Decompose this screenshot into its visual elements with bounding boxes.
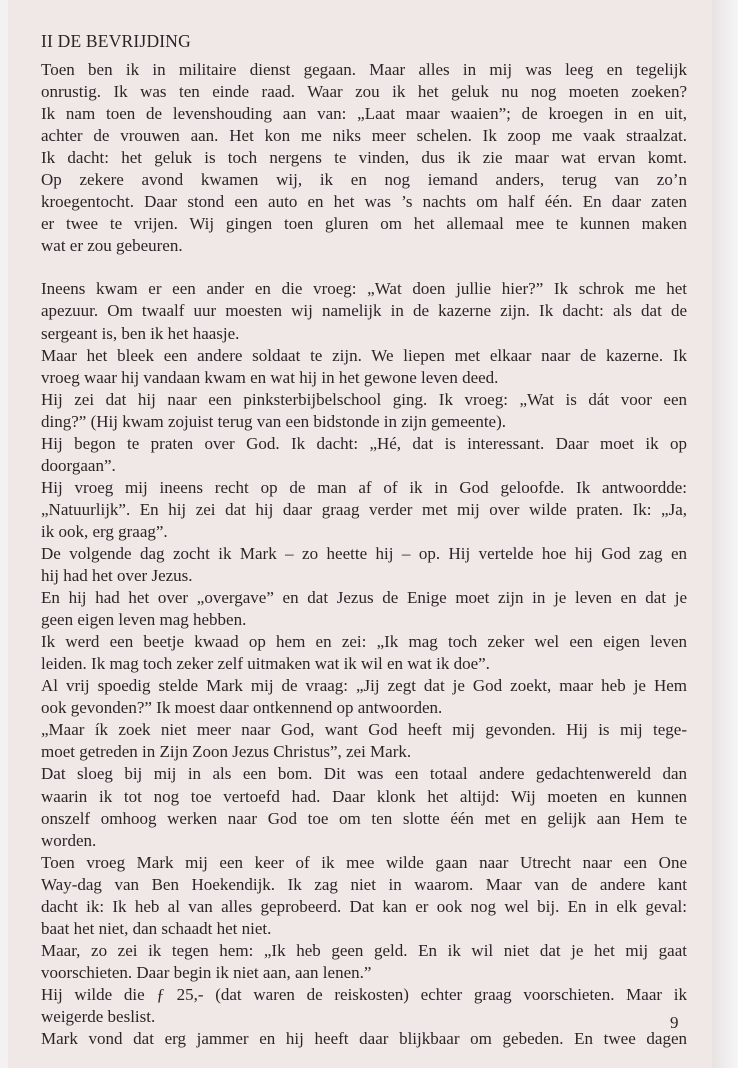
text-line: hij had het over Jezus. xyxy=(41,566,193,586)
text-line: geen eigen leven mag hebben. xyxy=(41,610,247,630)
paragraph xyxy=(41,278,687,1050)
text-line: apezuur. Om twaalf uur moesten wij namelijk in de kazerne zijn. Ik dacht: als dat de xyxy=(41,301,687,321)
text-line: onrustig. Ik was ten einde raad. Waar zou ik het geluk nu nog moeten zoeken? xyxy=(41,82,687,102)
text-line: Mark vond dat erg jammer en hij heeft daar blijkbaar om gebeden. En twee dagen xyxy=(41,1029,687,1049)
book-page xyxy=(8,0,712,1068)
text-line: Ik nam toen de levenshouding aan van: „Laat maar waaien”; de kroegen in en uit, xyxy=(41,104,687,124)
text-line: Op zekere avond kwamen wij, ik en nog iemand anders, terug van zo’n xyxy=(41,170,687,190)
text-line: sergeant is, ben ik het haasje. xyxy=(41,323,240,343)
text-line: baat het niet, dan schaadt het niet. xyxy=(41,918,272,938)
text-line: weigerde beslist. xyxy=(41,1006,156,1026)
page-edge xyxy=(712,0,738,1068)
text-line: ding?” (Hij kwam zojuist terug van een bidstonde in zijn gemeente). xyxy=(41,411,507,431)
chapter-heading: II DE BEVRIJDING xyxy=(41,31,191,51)
text-line: Hij vroeg mij ineens recht op de man af of ik in God geloofde. Ik antwoordde: xyxy=(41,477,687,497)
text-line: moet getreden in Zijn Zoon Jezus Christus”, zei Mark. xyxy=(41,742,412,762)
text-line: Way-dag van Ben Hoekendijk. Ik zag niet in waarom. Maar van de andere kant xyxy=(41,874,687,894)
text-line: Dat sloeg bij mij in als een bom. Dit was een totaal andere gedachtenwereld dan xyxy=(41,764,687,784)
text-line: onszelf omhoog werken naar God toe om ten slotte één met en gelijk aan Hem te xyxy=(41,808,687,828)
text-line: Ineens kwam er een ander en die vroeg: „Wat doen jullie hier?” Ik schrok me het xyxy=(41,279,687,299)
text-line: Toen vroeg Mark mij een keer of ik mee wilde gaan naar Utrecht naar een One xyxy=(41,852,687,872)
text-line: De volgende dag zocht ik Mark – zo heette hij – op. Hij vertelde hoe hij God zag en xyxy=(41,543,687,563)
text-line: achter de vrouwen aan. Het kon me niks meer schelen. Ik zoop me vaak straalzat. xyxy=(41,126,687,146)
text-line: voorschieten. Daar begin ik niet aan, aan lenen.” xyxy=(41,962,372,982)
text-line: Al vrij spoedig stelde Mark mij de vraag: „Jij zegt dat je God zoekt, maar heb je Hem xyxy=(41,676,687,696)
text-line: Hij zei dat hij naar een pinksterbijbelschool ging. Ik vroeg: „Wat is dát voor een xyxy=(41,389,687,409)
text-line: En hij had het over „overgave” en dat Jezus de Enige moet zijn in je leven en dat je xyxy=(41,588,687,608)
text-line: doorgaan”. xyxy=(41,455,116,475)
text-line: kroegentocht. Daar stond een auto en het was ’s nachts om half één. En daar zaten xyxy=(41,192,687,212)
text-line: Maar het bleek een andere soldaat te zijn. We liepen met elkaar naar de kazerne. Ik xyxy=(41,345,687,365)
page-number: 9 xyxy=(670,1013,679,1032)
text-line: Ik dacht: het geluk is toch nergens te vinden, dus ik zie maar wat ervan komt. xyxy=(41,148,687,168)
text-line: ik ook, erg graag”. xyxy=(41,521,168,541)
text-line: „Natuurlijk”. En hij zei dat hij daar graag verder met mij over wilde praten. Ik: „Ja, xyxy=(41,499,687,519)
text-line: Toen ben ik in militaire dienst gegaan. Maar alles in mij was leeg en tegelijk xyxy=(41,60,687,79)
text-line: Hij begon te praten over God. Ik dacht: „Hé, dat is interessant. Daar moet ik op xyxy=(41,433,687,453)
paragraph xyxy=(41,59,687,257)
text-line: Hij wilde die ƒ 25,- (dat waren de reiskosten) echter graag voorschieten. Maar ik xyxy=(41,984,687,1004)
text-line: Ik werd een beetje kwaad op hem en zei: „Ik mag toch zeker wel een eigen leven xyxy=(41,632,687,652)
body-text xyxy=(41,59,687,1050)
text-line: leiden. Ik mag toch zeker zelf uitmaken wat ik wil en wat ik doe”. xyxy=(41,654,490,674)
text-line: worden. xyxy=(41,830,97,850)
text-line: ook gevonden?” Ik moest daar ontkennend op antwoorden. xyxy=(41,698,443,718)
text-line: wat er zou gebeuren. xyxy=(41,236,183,256)
text-line: „Maar ík zoek niet meer naar God, want God heeft mij gevonden. Hij is mij tege- xyxy=(41,720,687,740)
text-line: dacht ik: Ik heb al van alles geprobeerd. Dat kan er ook nog wel bij. En in elk geval: xyxy=(41,896,687,916)
text-line: vroeg waar hij vandaan kwam en wat hij in het gewone leven deed. xyxy=(41,367,499,387)
text-line: Maar, zo zei ik tegen hem: „Ik heb geen geld. En ik wil niet dat je het mij gaat xyxy=(41,940,687,960)
text-line: er twee te vrijen. Wij gingen toen gluren om het allemaal mee te kunnen maken xyxy=(41,214,687,234)
text-line: waarin ik tot nog toe vertoefd had. Daar klonk het altijd: Wij moeten en kunnen xyxy=(41,786,687,806)
